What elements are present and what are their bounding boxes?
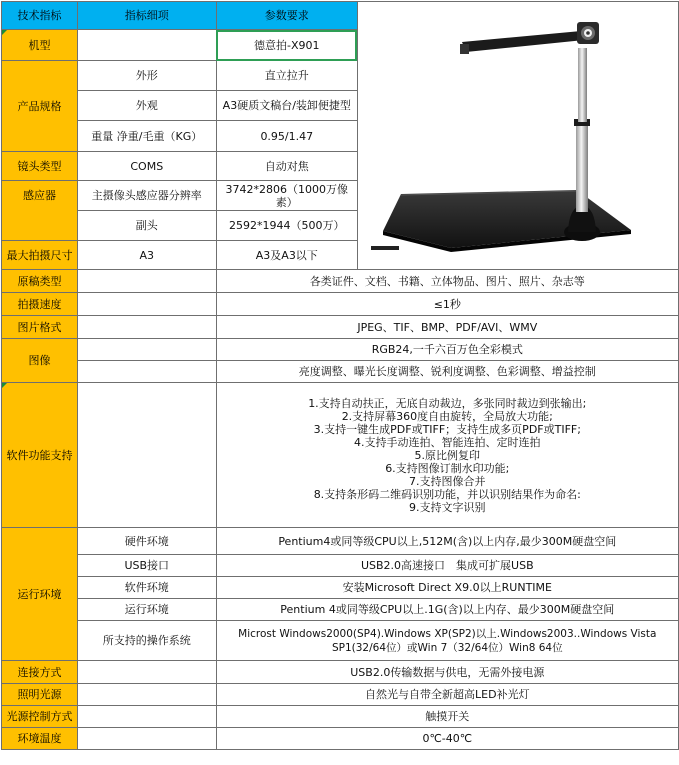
spec-weight-value: 0.95/1.47 — [216, 121, 357, 152]
format-item — [77, 316, 216, 339]
lens-label: 镜头类型 — [2, 152, 78, 181]
sensor-sub-value: 2592*1944（500万） — [216, 211, 357, 241]
env-hardware-item: 硬件环境 — [77, 528, 216, 555]
sensor-label: 感应器 — [2, 181, 78, 241]
connect-label: 连接方式 — [2, 661, 78, 684]
sensor-main-value: 3742*2806（1000万像素） — [216, 181, 357, 211]
env-usb-item: USB接口 — [77, 555, 216, 577]
env-os-line1: Microst Windows2000(SP4).Windows XP(SP2)以上.Windows2003..Windows Vista — [238, 627, 657, 640]
software-feature-line: 2.支持屏幕360度自由旋转，全局放大功能; — [341, 409, 553, 423]
software-item — [77, 383, 216, 528]
speed-label: 拍摄速度 — [2, 293, 78, 316]
spec-shape-item: 外形 — [77, 61, 216, 91]
model-label: 机型 — [2, 30, 78, 61]
env-runtime-value: Pentium 4或同等级CPU以上.1G(含)以上内存、最少300M硬盘空间 — [216, 599, 678, 621]
spec-label: 产品规格 — [2, 61, 78, 152]
spec-weight-item: 重量 净重/毛重（KG） — [77, 121, 216, 152]
light-label: 照明光源 — [2, 684, 78, 706]
image-label: 图像 — [2, 339, 78, 383]
model-item — [77, 30, 216, 61]
light-ctrl-label: 光源控制方式 — [2, 706, 78, 728]
software-feature-line: 3.支持一键生成PDF或TIFF；支持生成多页PDF或TIFF; — [313, 422, 581, 436]
software-features — [216, 383, 678, 528]
doc-type-value: 各类证件、文档、书籍、立体物品、图片、照片、杂志等 — [216, 270, 678, 293]
product-image-cell — [357, 2, 678, 270]
model-value[interactable]: 德意拍-X901 — [216, 30, 357, 61]
env-os-value — [216, 621, 678, 661]
max-size-item: A3 — [77, 241, 216, 270]
software-feature-line: 5.原比例复印 — [414, 448, 481, 462]
env-usb-value: USB2.0高速接口 集成可扩展USB — [216, 555, 678, 577]
lens-value: 自动对焦 — [216, 152, 357, 181]
software-label: 软件功能支持 — [2, 383, 78, 528]
spec-shape-value: 直立拉升 — [216, 61, 357, 91]
software-feature-line: 8.支持条形码二维码识别功能，并以识别结果作为命名: — [313, 487, 581, 501]
format-value: JPEG、TIF、BMP、PDF/AVI、WMV — [216, 316, 678, 339]
light-item — [77, 684, 216, 706]
scanner-product-image — [361, 2, 675, 266]
lens-item: COMS — [77, 152, 216, 181]
header-requirement: 参数要求 — [216, 2, 357, 30]
max-size-label: 最大拍摄尺寸 — [2, 241, 78, 270]
sensor-sub-item: 副头 — [77, 211, 216, 241]
image-color-item — [77, 339, 216, 361]
env-runtime-item: 运行环境 — [77, 599, 216, 621]
software-feature-line: 9.支持文字识别 — [409, 500, 486, 514]
sensor-main-item: 主摄像头感应器分辨率 — [77, 181, 216, 211]
light-ctrl-value: 触摸开关 — [216, 706, 678, 728]
doc-type-item — [77, 270, 216, 293]
env-os-item: 所支持的操作系统 — [77, 621, 216, 661]
image-color-value: RGB24,一千六百万色全彩模式 — [216, 339, 678, 361]
software-feature-line: 7.支持图像合并 — [409, 474, 486, 488]
spec-table — [1, 1, 679, 750]
env-software-value: 安装Microsoft Direct X9.0以上RUNTIME — [216, 577, 678, 599]
connect-item — [77, 661, 216, 684]
env-hardware-value: Pentium4或同等级CPU以上,512M(含)以上内存,最少300M硬盘空间 — [216, 528, 678, 555]
temp-value: 0℃-40℃ — [216, 728, 678, 750]
image-adjust-value: 亮度调整、曝光长度调整、锐利度调整、色彩调整、增益控制 — [216, 361, 678, 383]
temp-item — [77, 728, 216, 750]
temp-label: 环境温度 — [2, 728, 78, 750]
header-item: 指标细项 — [77, 2, 216, 30]
env-software-item: 软件环境 — [77, 577, 216, 599]
software-feature-line: 4.支持手动连拍、智能连拍、定时连拍 — [354, 435, 541, 449]
format-label: 图片格式 — [2, 316, 78, 339]
max-size-value: A3及A3以下 — [216, 241, 357, 270]
software-feature-line: 6.支持图像订制水印功能; — [385, 461, 510, 475]
connect-value: USB2.0传输数据与供电，无需外接电源 — [216, 661, 678, 684]
light-ctrl-item — [77, 706, 216, 728]
doc-type-label: 原稿类型 — [2, 270, 78, 293]
software-feature-line: 1.支持自动扶正，无底自动裁边，多张同时裁边到张输出; — [308, 396, 587, 410]
speed-item — [77, 293, 216, 316]
env-os-line2: SP1(32/64位）或Win 7（32/64位）Win8 64位 — [331, 641, 563, 654]
light-value: 自然光与自带全新超高LED补光灯 — [216, 684, 678, 706]
image-adjust-item — [77, 361, 216, 383]
header-indicator: 技术指标 — [2, 2, 78, 30]
spec-look-value: A3硬质文稿台/装卸便捷型 — [216, 91, 357, 121]
env-label: 运行环境 — [2, 528, 78, 661]
speed-value: ≤1秒 — [216, 293, 678, 316]
spec-look-item: 外观 — [77, 91, 216, 121]
